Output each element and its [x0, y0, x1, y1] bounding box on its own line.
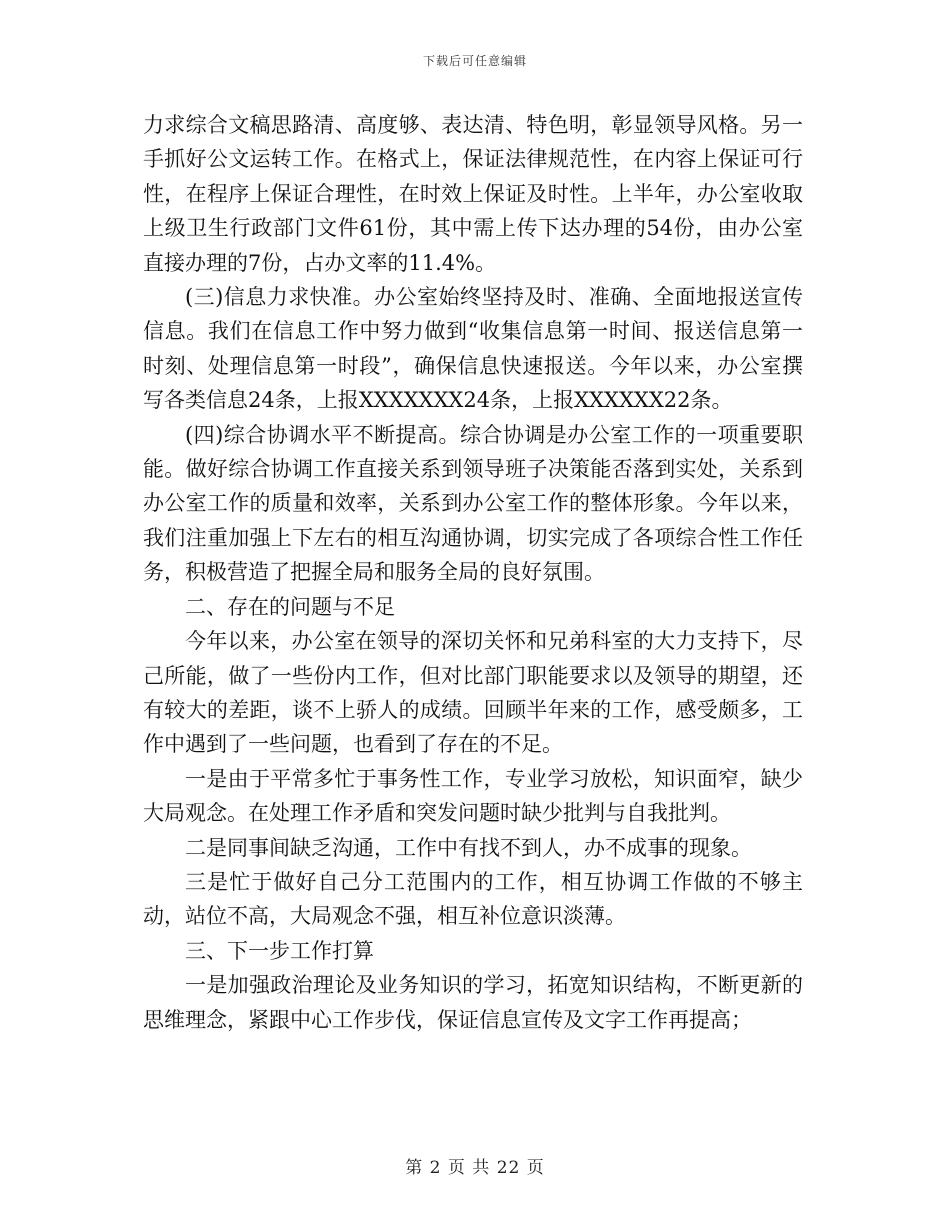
paragraph-1: 力求综合文稿思路清、高度够、表达清、特色明，彰显领导风格。另一手抓好公文运转工作。在格式上，保证法律规范性，在内容上保证可行性，在程序上保证合理性，在时效上保证及时性。上半年，办公室收取上级卫生行政部门文件61份，其中需上传下达办理的54份，由办公室直接办理的7份，占办文率的11.4%。 — [143, 113, 803, 275]
page-number: 第 2 页 共 22 页 — [405, 1158, 545, 1178]
paragraph-8: 三是忙于做好自己分工范围内的工作，相互协调工作做的不够主动，站位不高，大局观念不强，相互补位意识淡薄。 — [143, 869, 803, 929]
paragraph-6: 一是由于平常多忙于事务性工作，专业学习放松，知识面窄，缺少大局观念。在处理工作矛盾和突发问题时缺少批判与自我批判。 — [143, 766, 803, 826]
paragraph-5: 今年以来，办公室在领导的深切关怀和兄弟科室的大力支持下，尽己所能，做了一些份内工作，但对比部门职能要求以及领导的期望，还有较大的差距，谈不上骄人的成绩。回顾半年来的工作，感受颇多，工作中遇到了一些问题，也看到了存在的不足。 — [143, 629, 803, 757]
paragraph-10: 一是加强政治理论及业务知识的学习，拓宽知识结构，不断更新的思维理念，紧跟中心工作步伐，保证信息宣传及文字工作再提高； — [143, 973, 803, 1032]
paragraph-3: (四)综合协调水平不断提高。综合协调是办公室工作的一项重要职能。做好综合协调工作直接关系到领导班子决策能否落到实处，关系到办公室工作的质量和效率，关系到办公室工作的整体形象。今年以来，我们注重加强上下左右的相互沟通协调，切实完成了各项综合性工作任务，积极营造了把握全局和服务全局的良好氛围。 — [143, 422, 803, 585]
paragraph-7: 二是同事间缺乏沟通，工作中有找不到人，办不成事的现象。 — [185, 835, 752, 860]
section-heading-3: 三、下一步工作打算 — [185, 938, 374, 963]
document-body — [143, 108, 803, 1037]
paragraph-2: (三)信息力求快准。办公室始终坚持及时、准确、全面地报送宣传信息。我们在信息工作中努力做到“收集信息第一时间、报送信息第一时刻、处理信息第一时段”，确保信息快速报送。今年以来，办公室撰写各类信息24条，上报XXXXXXX24条，上报XXXXXX22条。 — [143, 285, 803, 413]
section-heading-2: 二、存在的问题与不足 — [185, 594, 395, 619]
page-header: 下载后可任意编辑 — [422, 54, 527, 68]
